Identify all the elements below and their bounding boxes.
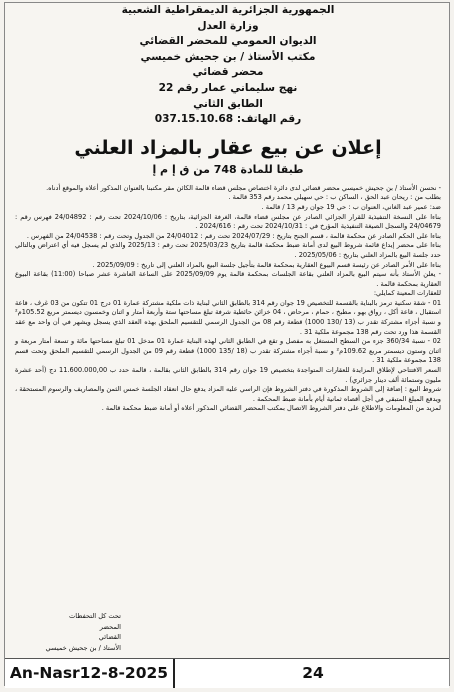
paragraph-property-1: 01 - شقة سكنية ترمز بالبناية بالقسمة للتخصيص 19 جوان رقم 314 بالطابق الثاني لبناية ذات ملكية مشتركة عمارة 01 درج 01 تتكون من 03 غرف ، قاعة استقبال ، قاعة أكل ، رواق بهو ، مطبخ ، حمام ، مرحاض ، 04 خزائن حائطية شرفة تبلغ مساحتها ستة وأربعة أمتار و اثنان وخمسون ديسمتر مربع 105.52م² و نسبة أجزاء مشتركة تقدر ب (13 /130 1000) قطعة رقم 08 من الجدول الرسمي للتقسيم الملحق بهذه العقد الذي يسجل ويشهر في أن واحد مع عقد القسمة هذا ورد تحت رقم 138 مجموعة ملكية 31 . bbox=[15, 298, 442, 336]
publication-reference: An-Nasr12-8-2025 bbox=[5, 659, 175, 688]
paragraph-court-decision: بناءا على النسخة التنفيذية للقرار الجزائي الصادر عن مجلس قضاء قالمة، الغرفة الجزائية، بتاريخ : 2024/10/06 تحت رقم : 24/04892 فهرس رقم : 24/04679 والسجل الصيغة التنفيذية المؤرخ في : 2024/10/31 تحت رقم : 2024/616 . bbox=[15, 212, 441, 231]
paragraph-opening-price: السعر الافتتاحي لإطلاق المزايدة للعقارات المتواجدة بتخصيص 19 جوان رقم 314 بالطابق الثاني بقالمة ، قالمة حدد ب 11.600.000,00 دج (أحد عشرة مليون وستمائة ألف دينار جزائري) . bbox=[15, 366, 442, 384]
paragraph-auction-date: - يعلن الأستاذ بأنه سيتم البيع بالمزاد العلني بقاعة الجلسات بمحكمة قالمة يوم 2025/09/09 على الساعة العاشرة عشر صباحا (11:00) بقاعة البيوع العقارية بمحكمة قالمة . bbox=[15, 270, 442, 288]
office-header bbox=[15, 3, 441, 128]
notice-title: إعلان عن بيع عقار بالمزاد العلني bbox=[74, 136, 382, 159]
signature-title: المحضر bbox=[99, 622, 121, 631]
notice-body bbox=[15, 184, 441, 414]
paragraph-postponement: بناءا على الأمر الصادر عن رئيسة قسم البيوع العقارية بمحكمة قالمة بتأجيل جلسة البيع بالمزاد العلني إلى تاريخ : 2025/09/09 . bbox=[92, 260, 441, 269]
paragraph-defendant: ضد: عمير عبد الغاني، العنوان ب : حي 19 جوان رقم 13 / قالمة . bbox=[261, 202, 441, 211]
paragraph-property-2: 02 - نسبة 360/34 جزء من السطح المستغل به مفصل و تقع في الطابق الثاني لهذه البناية عمارة 01 مدخل 01 تبلغ مساحتها مائة و تسعة أمتار مربعة و اثنان وستون ديسمتر مربع 109.62م² و نسبة أجزاء مشتركة تقدر ب (18 /135 1000) قطعة رقم 09 من الجدول الرسمي للتقسيم الملحق وتحت قسم 138 مجموعة ملكية 31 . bbox=[15, 337, 441, 365]
paragraph-sale-terms: شروط البيع : إضافة إلى الشروط المذكورة في دفتر الشروط فإن الراسي عليه المزاد يدفع حال انعقاد الجلسة خمس الثمن والمصاريف والرسوم المستحقة ، ويدفع المبلغ المتبقي في أجل أقصاه ثمانية أيام بأمانة ضبط المحكمة . bbox=[15, 385, 441, 403]
header-street: نهج سليماني عمار رقم 22 bbox=[158, 81, 298, 94]
header-office: الديوان العمومي للمحضر القضائي bbox=[139, 35, 317, 48]
paragraph-properties-intro: للعقارات المعينة كمايلي: bbox=[373, 289, 441, 298]
paragraph-judgment: بناءا على الحكم الصادر عن محكمة قالمة ، قسم الجنح بتاريخ : 2024/07/29 تحت رقم : 24/04012 من الجدول وتحت رقم : 24/04538 من الفهرس . bbox=[26, 231, 441, 240]
header-republic: الجمهورية الجزائرية الديمقراطية الشعبية bbox=[121, 4, 335, 16]
header-bailiff-name: مكتب الأستاذ / بن جحيش خميسي bbox=[140, 50, 316, 63]
page-footer bbox=[5, 658, 449, 688]
legal-notice bbox=[15, 3, 441, 414]
signature-name: الأستاذ / بن جحيش خميسي bbox=[45, 643, 121, 652]
header-role: محضر قضائي bbox=[192, 66, 264, 79]
header-floor: الطابق الثاني bbox=[193, 97, 263, 110]
signature-reservations: تحت كل التحفظات bbox=[69, 612, 121, 620]
paragraph-requester: بطلب من : ريحان عبد الحق ، الساكن ب : حي سهيلي محمد رقم 353 قالمة . bbox=[228, 193, 441, 202]
signature-role: القضائي bbox=[98, 633, 121, 641]
paragraph-contact: لمزيد من المعلومات والاطلاع على دفتر الشروط الاتصال بمكتب المحضر القضائي المذكور أعلاه أو أمانة ضبط محكمة قالمة . bbox=[101, 404, 441, 413]
header-ministry: وزارة العدل bbox=[197, 19, 259, 32]
notice-subtitle: طبقا للمادة 748 من ق إ م إ bbox=[152, 162, 304, 176]
newspaper-page bbox=[4, 2, 450, 686]
page-number: 24 bbox=[302, 664, 324, 682]
header-phone: رقم الهاتف: 037.15.10.68 bbox=[154, 113, 302, 126]
signature-block bbox=[31, 611, 121, 653]
paragraph-conditions-deposit: بناءا على محضر إيداع قائمة شروط البيع لدى أمانة ضبط محكمة قالمة بتاريخ 2025/03/23 تحت رقم : 2025/13 والذي لم يسجل فيه أي اعتراض وبالتالي حدد جلسة البيع بالمزاد العلني بتاريخ : 2025/05/06 . bbox=[15, 241, 441, 259]
paragraph-bailiff: - نحسن الأستاذ / بن جحيش خميسي محضر قضائي لدى دائرة اختصاص مجلس قضاء قالمة الكائن مقر مكتبنا بالعنوان المذكور أعلاه والموقع أدناه. bbox=[46, 183, 441, 192]
